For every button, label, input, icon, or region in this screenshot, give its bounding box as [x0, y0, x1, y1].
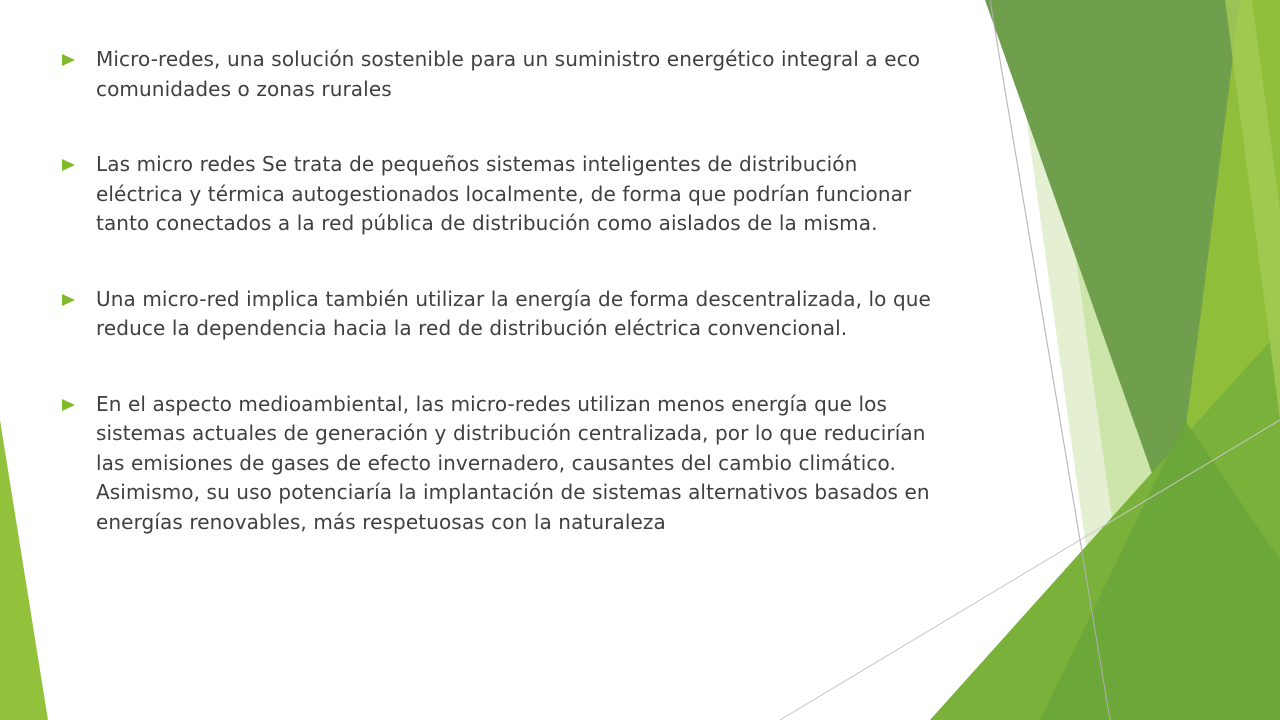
- bullet-text-3: Una micro-red implica también utilizar la energía de forma descentralizada, lo que reduce la dependencia hacia la red de distribución eléctrica convencional.: [96, 286, 931, 340]
- left-green-sliver: [0, 420, 48, 720]
- bullet-text-2: Las micro redes Se trata de pequeños sistemas inteligentes de distribución eléctrica y térmica autogestionados localmente, de forma que podrían funcionar tanto conectados a la red pública de distribución como aislados de la misma.: [96, 152, 912, 235]
- right-triangle-bullet-icon: [62, 54, 75, 66]
- right-triangle-bullet-icon: [62, 159, 75, 171]
- slide-content: [62, 45, 942, 537]
- right-triangle-bullet-icon: [62, 399, 75, 411]
- bullet-item-4: [62, 390, 942, 538]
- bullet-item-3: [62, 285, 942, 344]
- right-triangle-bullet-icon: [62, 294, 75, 306]
- bullet-item-2: [62, 150, 942, 239]
- bullet-item-1: [62, 45, 942, 104]
- bullet-text-1: Micro-redes, una solución sostenible para un suministro energético integral a eco comunidades o zonas rurales: [96, 47, 921, 101]
- bullet-text-4: En el aspecto medioambiental, las micro-redes utilizan menos energía que los sistemas actuales de generación y distribución centralizada, por lo que reducirían las emisiones de gases de efecto invernadero, causantes del cambio climático. Asimismo, su uso potenciaría la implantación de sistemas alternativos basados en energías renovables, más respetuosas con la naturaleza: [96, 391, 930, 534]
